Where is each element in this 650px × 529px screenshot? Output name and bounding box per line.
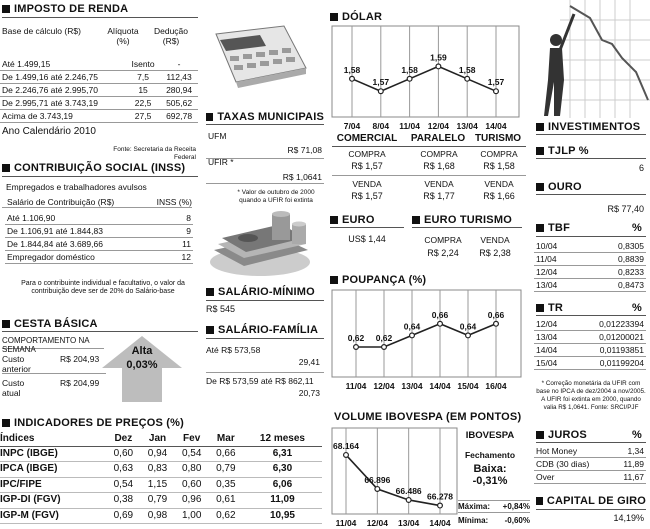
chart-point <box>350 76 355 81</box>
ir-row <box>0 84 198 97</box>
cesta-sub: COMPORTAMENTO NA SEMANA <box>2 336 104 349</box>
chart-data-label: 0,64 <box>459 321 477 332</box>
ir-row <box>0 71 198 84</box>
ir-row-cell: 22,5 <box>126 97 160 110</box>
euro-compra-label: COMPRA <box>424 235 462 245</box>
chart-tick-label: 8/04 <box>372 121 390 131</box>
poupanca-header: POUPANÇA (%) <box>330 274 520 286</box>
chart-data-label: 1,58 <box>458 64 476 75</box>
juros-row-cell: 11,89 <box>612 458 646 471</box>
bullet-icon <box>536 497 543 505</box>
precos-row <box>0 446 322 462</box>
inss-row <box>5 251 193 264</box>
inss-sub: Empregados e trabalhadores avulsos <box>6 182 147 192</box>
cesta-row-atual: Custo atual R$ 204,99 <box>2 378 100 398</box>
bullet-icon <box>206 288 214 296</box>
capgiro-value: 14,19% <box>613 513 644 523</box>
juros-row <box>534 471 646 484</box>
precos-row-cell: IGP-DI (FGV) <box>0 493 106 509</box>
cesta-header: CESTA BÁSICA <box>2 318 198 330</box>
ir-row-cell: Acima de 3.743,19 <box>0 110 126 123</box>
inss-row-cell: De 1.106,91 até 1.844,83 <box>5 225 171 238</box>
precos-row <box>0 477 322 493</box>
ir-row-cell: 112,43 <box>160 71 198 84</box>
precos-row <box>0 462 322 478</box>
ir-row-cell: 7,5 <box>126 71 160 84</box>
juros-row-cell: 11,67 <box>612 471 646 484</box>
juros-row <box>534 458 646 471</box>
euro-compra-value: R$ 2,24 <box>427 248 459 258</box>
precos-col-header: 12 meses <box>243 432 322 446</box>
dolar-table: COMERCIAL PARALELO TURISMO COMPRA COMPRA COMPRA R$ 1,57 R$ 1,68 R$ 1,58 VENDA VENDA VENDA R$ 1,57 R$ 1,77 R$ 1,66 <box>332 133 522 205</box>
chart-tick-label: 13/04 <box>398 518 420 528</box>
chart-point <box>354 345 359 350</box>
chart-tick-label: 12/04 <box>427 121 450 131</box>
tr-note: * Correção monetária da UFIR com base no IPCA de dez/2004 a nov/2005. A UFIR foi extinta em 2000, quando valia R$ 1,0641. Fonte: SRCI/PJF <box>536 380 646 411</box>
bullet-icon <box>536 224 544 232</box>
ir-row <box>0 97 198 110</box>
precos-row-cell: 0,96 <box>175 493 209 509</box>
chart-tick-label: 12/04 <box>373 381 395 391</box>
investor-illustration-icon <box>540 0 650 118</box>
chart-data-label: 68.164 <box>333 440 359 451</box>
euro-value: US$ 1,44 <box>348 234 386 244</box>
tr-header: TR % <box>536 302 646 314</box>
ir-row-cell: De 2.995,71 até 3.743,19 <box>0 97 126 110</box>
ir-row-cell: 15 <box>126 84 160 97</box>
tjlp-header: TJLP % <box>536 145 646 157</box>
precos-row-cell: 0,35 <box>209 477 243 493</box>
ibov-summary: IBOVESPA Fechamento Baixa: -0,31% <box>464 430 516 487</box>
precos-row-cell: 1,15 <box>140 477 174 493</box>
tbf-table <box>534 240 646 292</box>
tbf-row <box>534 279 646 292</box>
ir-row <box>0 58 198 71</box>
ir-row-cell: - <box>160 58 198 71</box>
precos-row-cell: 0,38 <box>106 493 140 509</box>
invest-header: INVESTIMENTOS <box>536 121 646 133</box>
inss-colheaders: Salário de Contribuição (R$) INSS (%) <box>2 196 192 208</box>
tr-row <box>534 331 646 344</box>
precos-row-cell: 0,63 <box>106 462 140 478</box>
precos-row-cell: 0,69 <box>106 508 140 524</box>
dolar-header: DÓLAR <box>330 11 520 23</box>
chart-tick-label: 12/04 <box>366 518 388 528</box>
tr-row-cell: 0,01193851 <box>572 344 646 357</box>
chart-tick-label: 14/04 <box>429 381 451 391</box>
chart-point <box>466 333 471 338</box>
precos-row <box>0 493 322 509</box>
chart-data-label: 0,62 <box>347 333 365 343</box>
ouro-header: OURO <box>536 181 646 193</box>
ibov-max: Máxima: +0,84% <box>458 502 530 511</box>
bullet-icon <box>206 113 213 121</box>
juros-table <box>534 445 646 484</box>
chart-point <box>378 89 383 94</box>
precos-row-cell: 0,66 <box>209 446 243 462</box>
tr-row-cell: 15/04 <box>534 357 572 370</box>
precos-col-header: Fev <box>175 432 209 446</box>
ibov-header: VOLUME IBOVESPA (EM PONTOS) <box>334 411 522 423</box>
inss-table <box>5 212 193 264</box>
chart-tick-label: 11/04 <box>345 381 367 391</box>
dolar-chart <box>330 24 520 132</box>
inss-row <box>5 212 193 225</box>
ir-source: Fonte: Secretaria da Receita Federal <box>113 146 196 161</box>
chart-point <box>494 321 499 326</box>
bullet-icon <box>2 5 10 13</box>
precos-col-header: Jan <box>140 432 174 446</box>
tr-row-cell: 13/04 <box>534 331 572 344</box>
ir-row-cell: 692,78 <box>160 110 198 123</box>
tr-row-cell: 0,01223394 <box>572 318 646 331</box>
juros-row-cell: Hot Money <box>534 445 612 458</box>
chart-tick-label: 14/04 <box>429 518 451 528</box>
chart-point <box>410 333 415 338</box>
ir-row-cell: Até 1.499,15 <box>0 58 126 71</box>
bullet-icon <box>2 164 10 172</box>
euro-venda-label: VENDA <box>480 235 510 245</box>
ibov-min: Mínima: -0,60% <box>458 516 530 525</box>
chart-point <box>382 345 387 350</box>
chart-tick-label: 14/04 <box>485 121 507 131</box>
chart-point <box>344 453 349 458</box>
ibovespa-chart <box>330 426 458 529</box>
precos-table <box>0 432 322 524</box>
precos-header: INDICADORES DE PREÇOS (%) <box>2 417 322 429</box>
ir-row-cell: 505,62 <box>160 97 198 110</box>
chart-data-label: 66.278 <box>427 491 453 502</box>
bullet-icon <box>536 431 544 439</box>
precos-row-cell: IGP-M (FGV) <box>0 508 106 524</box>
juros-row-cell: Over <box>534 471 612 484</box>
precos-row-cell: 6,30 <box>243 462 322 478</box>
euro-venda-value: R$ 2,38 <box>479 248 511 258</box>
precos-row-cell: 0,80 <box>175 462 209 478</box>
chart-data-label: 1,57 <box>487 77 505 88</box>
euro-turismo-header: EURO TURISMO <box>412 214 522 226</box>
precos-row-cell: 0,60 <box>106 446 140 462</box>
bullet-icon <box>536 147 544 155</box>
precos-row-cell: 0,79 <box>140 493 174 509</box>
precos-row <box>0 508 322 524</box>
chart-point <box>438 503 443 508</box>
inss-row <box>5 225 193 238</box>
chart-point <box>465 76 470 81</box>
cesta-row-anterior: Custo anterior R$ 204,93 <box>2 354 106 374</box>
money-icon <box>208 210 312 278</box>
inss-row-cell: Empregador doméstico <box>5 251 171 264</box>
precos-row-cell: 10,95 <box>243 508 322 524</box>
tbf-row-cell: 0,8473 <box>585 279 646 292</box>
chart-data-label: 0,66 <box>431 309 449 320</box>
tr-row <box>534 318 646 331</box>
bullet-icon <box>206 326 214 334</box>
tbf-header: TBF % <box>536 222 646 234</box>
chart-tick-label: 11/04 <box>335 518 357 528</box>
tbf-row-cell: 0,8305 <box>585 240 646 253</box>
tr-row-cell: 14/04 <box>534 344 572 357</box>
bullet-icon <box>330 216 338 224</box>
chart-tick-label: 7/04 <box>343 121 361 131</box>
ir-header: IMPOSTO DE RENDA <box>2 3 198 15</box>
precos-row-cell: 0,83 <box>140 462 174 478</box>
precos-row-cell: IPC/FIPE <box>0 477 106 493</box>
poupanca-chart <box>330 288 522 392</box>
precos-row-cell: 11,09 <box>243 493 322 509</box>
ir-row-cell: Isento <box>126 58 160 71</box>
juros-row-cell: 1,34 <box>612 445 646 458</box>
precos-row-cell: 6,06 <box>243 477 322 493</box>
chart-data-label: 0,66 <box>487 309 505 320</box>
ir-row-cell: 280,94 <box>160 84 198 97</box>
tbf-row <box>534 253 646 266</box>
chart-data-label: 1,57 <box>372 77 390 88</box>
inss-row-cell: 12 <box>171 251 193 264</box>
salfam-row1: Até R$ 573,58 29,41 <box>206 343 324 373</box>
precos-row-cell: 0,54 <box>106 477 140 493</box>
tr-table <box>534 318 646 370</box>
tbf-row-cell: 11/04 <box>534 253 585 266</box>
tbf-row-cell: 0,8233 <box>585 266 646 279</box>
inss-row-cell: 9 <box>171 225 193 238</box>
inss-header: CONTRIBUIÇÃO SOCIAL (INSS) <box>2 162 198 174</box>
ir-table <box>0 58 198 123</box>
tbf-row <box>534 240 646 253</box>
salfam-row2: De R$ 573,59 até R$ 862,11 20,73 <box>206 376 320 398</box>
precos-row-cell: IPCA (IBGE) <box>0 462 106 478</box>
taxas-ufm: UFM R$ 71,08 <box>206 129 324 159</box>
inss-note: Para o contribuinte individual e facultativo, o valor da contribuição deve ser de 20% do Salário-base <box>21 280 185 295</box>
chart-data-label: 1,58 <box>343 64 361 75</box>
tbf-row <box>534 266 646 279</box>
bullet-icon <box>330 276 338 284</box>
inss-row-cell: 8 <box>171 212 193 225</box>
tbf-row-cell: 12/04 <box>534 266 585 279</box>
salfam-header: SALÁRIO-FAMÍLIA <box>206 324 324 336</box>
tr-row <box>534 344 646 357</box>
precos-col-header: Índices <box>0 432 106 446</box>
salmin-value: R$ 545 <box>206 304 236 314</box>
precos-row-cell: INPC (IBGE) <box>0 446 106 462</box>
chart-tick-label: 16/04 <box>485 381 507 391</box>
ir-row <box>0 110 198 123</box>
chart-point <box>407 76 412 81</box>
bullet-icon <box>2 419 10 427</box>
chart-point <box>436 64 441 69</box>
tr-row-cell: 12/04 <box>534 318 572 331</box>
bullet-icon <box>2 320 10 328</box>
tbf-row-cell: 13/04 <box>534 279 585 292</box>
ir-row-cell: De 2.246,76 até 2.995,70 <box>0 84 126 97</box>
inss-row-cell: 11 <box>171 238 193 251</box>
ir-row-cell: 27,5 <box>126 110 160 123</box>
taxas-header: TAXAS MUNICIPAIS <box>206 111 324 123</box>
chart-tick-label: 13/04 <box>456 121 478 131</box>
capgiro-header: CAPITAL DE GIRO <box>536 495 646 507</box>
precos-row-cell: 0,60 <box>175 477 209 493</box>
chart-data-label: 0,64 <box>403 321 421 332</box>
inss-row <box>5 238 193 251</box>
tr-row-cell: 0,01199204 <box>572 357 646 370</box>
precos-row-cell: 0,54 <box>175 446 209 462</box>
tbf-row-cell: 0,8839 <box>585 253 646 266</box>
chart-point <box>375 487 380 492</box>
precos-row-cell: 0,94 <box>140 446 174 462</box>
chart-data-label: 0,62 <box>375 333 393 343</box>
precos-row-cell: 6,31 <box>243 446 322 462</box>
calculator-icon <box>206 24 310 94</box>
tr-row <box>534 357 646 370</box>
juros-header: JUROS % <box>536 429 646 441</box>
chart-tick-label: 15/04 <box>457 381 479 391</box>
euro-header: EURO <box>330 214 404 226</box>
cesta-arrow-text: Alta 0,03% <box>126 345 158 371</box>
bullet-icon <box>412 216 420 224</box>
bullet-icon <box>536 123 544 131</box>
ir-colheaders: Base de cálculo (R$) Alíquota (%) Dedução (R$) <box>2 26 189 46</box>
taxas-ufir: UFIR * R$ 1,0641 <box>208 157 322 182</box>
bullet-icon <box>536 304 544 312</box>
precos-col-header: Dez <box>106 432 140 446</box>
tjlp-value: 6 <box>638 163 644 173</box>
chart-point <box>406 498 411 503</box>
chart-data-label: 1,58 <box>401 64 418 75</box>
chart-data-label: 1,59 <box>430 52 447 63</box>
tbf-row-cell: 10/04 <box>534 240 585 253</box>
precos-row-cell: 0,62 <box>209 508 243 524</box>
chart-data-label: 66.486 <box>395 485 422 496</box>
precos-row-cell: 0,79 <box>209 462 243 478</box>
ir-row-cell: De 1.499,16 até 2.246,75 <box>0 71 126 84</box>
chart-point <box>494 89 499 94</box>
chart-tick-label: 11/04 <box>399 121 421 131</box>
taxas-note: * Valor de outubro de 2000 quando a UFIR foi extinta <box>237 189 315 204</box>
tr-row-cell: 0,01200021 <box>572 331 646 344</box>
precos-row-cell: 1,00 <box>175 508 209 524</box>
salmin-header: SALÁRIO-MÍNIMO <box>206 286 324 298</box>
inss-row-cell: Até 1.106,90 <box>5 212 171 225</box>
chart-point <box>438 321 443 326</box>
juros-row <box>534 445 646 458</box>
bullet-icon <box>536 183 544 191</box>
bullet-icon <box>330 13 338 21</box>
inss-row-cell: De 1.844,84 até 3.689,66 <box>5 238 171 251</box>
chart-series-line <box>346 455 440 506</box>
precos-row-cell: 0,98 <box>140 508 174 524</box>
juros-row-cell: CDB (30 dias) <box>534 458 612 471</box>
chart-data-label: 66.896 <box>364 474 391 485</box>
ir-year: Ano Calendário 2010 <box>2 126 96 137</box>
ouro-value: R$ 77,40 <box>607 204 644 214</box>
precos-col-header: Mar <box>209 432 243 446</box>
precos-row-cell: 0,61 <box>209 493 243 509</box>
chart-tick-label: 13/04 <box>401 381 423 391</box>
